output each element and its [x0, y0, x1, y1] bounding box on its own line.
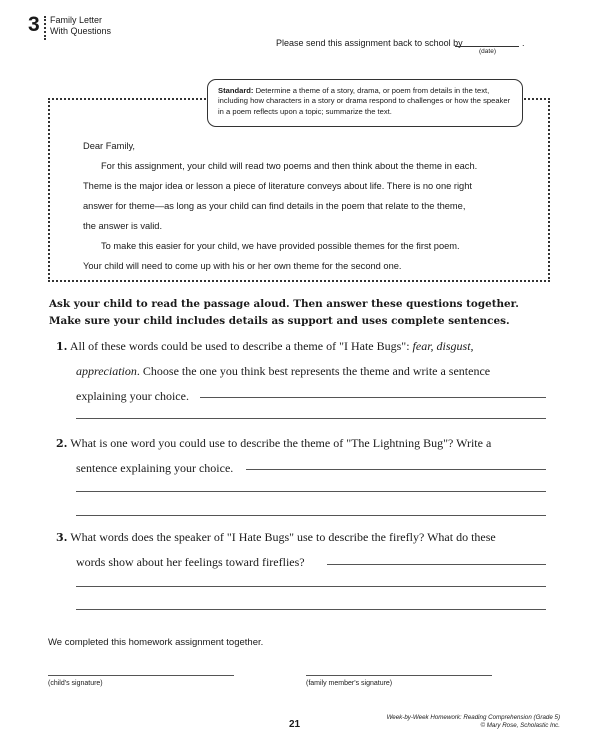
letter-para2-line1: To make this easier for your child, we have provided possible themes for the first poem. — [101, 241, 460, 251]
sendback-period: . — [522, 38, 525, 48]
question-3-line2: words show about her feelings toward fireflies? — [76, 555, 305, 569]
answer-line[interactable] — [327, 564, 546, 565]
footer-credit-line2: © Mary Rose, Scholastic Inc. — [480, 722, 560, 729]
letter-para1-line3: answer for theme—as long as your child can find details in the poem that relate to the theme, — [83, 201, 466, 211]
letter-para1-line4: the answer is valid. — [83, 221, 163, 231]
question-2-number: 2. — [56, 437, 68, 450]
answer-line[interactable] — [76, 491, 546, 492]
instructions-line2: Make sure your child includes details as support and uses complete sentences. — [49, 315, 510, 327]
question-1-line2: . Choose the one you think best represents the theme and write a sentence — [136, 364, 491, 378]
unit-title — [50, 15, 111, 37]
question-1-number: 1. — [56, 340, 68, 353]
question-1-line2-italic: appreciation — [76, 364, 137, 378]
question-2 — [56, 431, 546, 481]
question-3-line1: What words does the speaker of "I Hate Bugs" use to describe the firefly? What do these — [70, 530, 496, 544]
date-field[interactable] — [455, 46, 519, 47]
sendback-text: Please send this assignment back to school by — [276, 38, 463, 48]
question-1-line1: All of these words could be used to describe a theme of "I Hate Bugs": — [69, 339, 410, 353]
answer-line[interactable] — [246, 469, 546, 470]
family-signature-label: (family member's signature) — [306, 680, 393, 687]
date-label: (date) — [479, 48, 496, 55]
footer-credit — [370, 714, 560, 730]
question-1-line1-italic: fear, disgust, — [412, 339, 474, 353]
letter-para1-line1: For this assignment, your child will read two poems and then think about the theme in each. — [101, 161, 478, 171]
standard-text: Determine a theme of a story, drama, or poem from details in the text, including how characters in a story or drama respond to challenges or how the speaker in a poem reflects upon a topic; summarize the text. — [218, 86, 511, 116]
child-signature-label: (child's signature) — [48, 680, 103, 687]
unit-title-line2: With Questions — [50, 26, 112, 36]
question-2-line2: sentence explaining your choice. — [76, 461, 234, 475]
standard-box — [207, 79, 523, 127]
question-2-line1: What is one word you could use to describe the theme of "The Lightning Bug"? Write a — [70, 436, 492, 450]
footer-credit-line1: Week-by-Week Homework: Reading Comprehension (Grade 5) — [386, 714, 560, 721]
unit-divider — [44, 16, 46, 40]
unit-number: 3 — [28, 13, 40, 36]
question-3-number: 3. — [56, 531, 68, 544]
answer-line[interactable] — [76, 515, 546, 516]
child-signature-line[interactable] — [48, 675, 234, 676]
instructions — [49, 296, 559, 330]
question-3 — [56, 525, 546, 575]
standard-label: Standard: — [218, 86, 254, 95]
answer-line[interactable] — [200, 397, 546, 398]
answer-line[interactable] — [76, 418, 546, 419]
unit-title-line1: Family Letter — [50, 15, 103, 25]
family-signature-line[interactable] — [306, 675, 492, 676]
answer-line[interactable] — [76, 609, 546, 610]
page-number: 21 — [289, 719, 301, 730]
answer-line[interactable] — [76, 586, 546, 587]
letter-greeting: Dear Family, — [83, 141, 135, 151]
family-letter — [83, 136, 531, 276]
completion-statement: We completed this homework assignment together. — [48, 637, 264, 648]
letter-para2-line2: Your child will need to come up with his or her own theme for the second one. — [83, 261, 402, 271]
instructions-line1: Ask your child to read the passage aloud. Then answer these questions together. — [49, 298, 519, 310]
question-1-line3: explaining your choice. — [76, 389, 189, 403]
letter-para1-line2: Theme is the major idea or lesson a piece of literature conveys about life. There is no one right — [83, 181, 472, 191]
